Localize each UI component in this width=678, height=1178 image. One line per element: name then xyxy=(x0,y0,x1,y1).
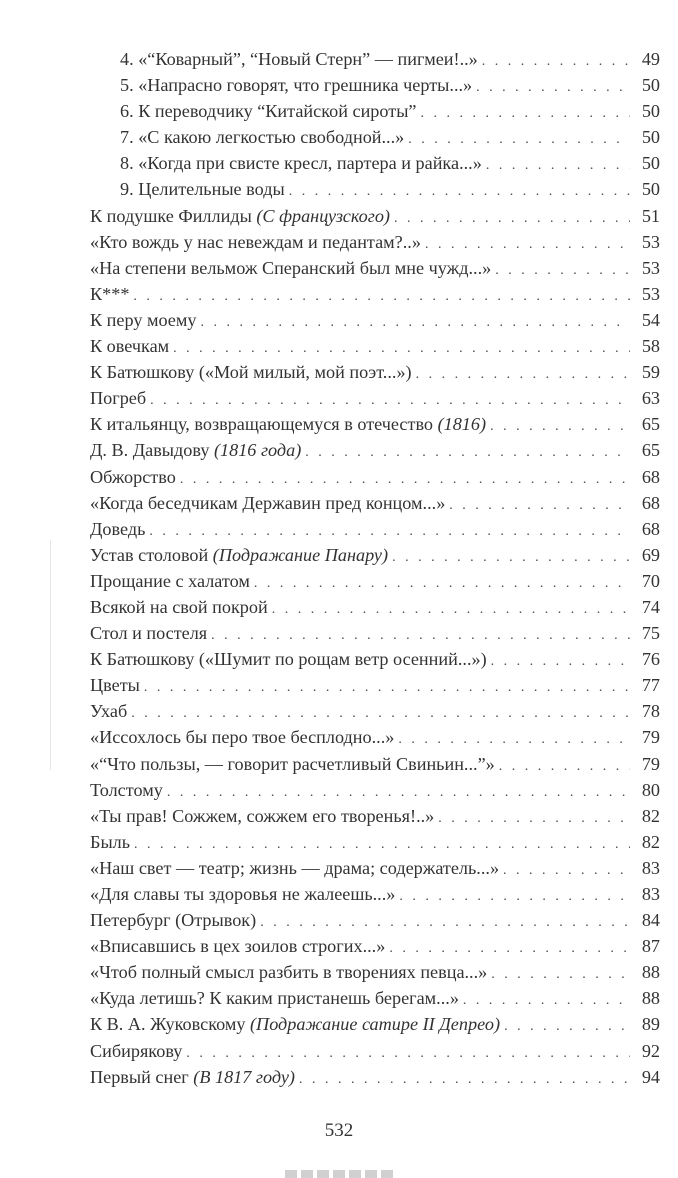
toc-entry-main-text: Всякой на свой покрой xyxy=(90,596,268,617)
toc-entry-title xyxy=(90,333,169,359)
toc-entry xyxy=(90,124,660,150)
toc-entry xyxy=(90,933,660,959)
toc-entry-page: 68 xyxy=(641,518,660,539)
toc-entry xyxy=(90,464,660,490)
toc-entry-title xyxy=(90,881,395,907)
toc-entry xyxy=(90,724,660,750)
toc-entry xyxy=(90,542,660,568)
toc-entry-page: 83 xyxy=(641,884,660,904)
toc-entry-page: 65 xyxy=(641,414,660,435)
toc-entry-page: 77 xyxy=(641,675,660,696)
toc-entry-main-text: К итальянцу, возвращающемуся в отечество xyxy=(90,414,434,435)
toc-entry-page: 88 xyxy=(641,988,660,1009)
toc-entry-page: 82 xyxy=(641,805,660,826)
toc-entry-main-text: «Кто вождь у нас невеждам и педантам?..» xyxy=(90,231,421,252)
toc-entry-main-text: Д. В. Давыдову xyxy=(90,440,210,461)
toc-entry-page: 83 xyxy=(641,857,660,878)
toc-entry-main-text: К подушке Филлиды xyxy=(90,205,252,226)
toc-entry xyxy=(90,777,660,803)
toc-entry xyxy=(90,176,660,202)
toc-entry-page: 53 xyxy=(641,257,660,278)
page-number: 532 xyxy=(324,1120,354,1141)
toc-entry-title xyxy=(120,124,404,150)
toc-entry xyxy=(90,98,660,124)
toc-entry-title xyxy=(120,72,472,98)
toc-entry-main-text: «Куда летишь? К каким пристанешь берегам...» xyxy=(90,988,459,1009)
toc-entry-title xyxy=(90,698,127,724)
toc-entry-page: 68 xyxy=(641,466,660,487)
toc-entry-note: (С французского) xyxy=(256,205,390,226)
toc-entry xyxy=(90,1038,660,1064)
toc-entry-page: 59 xyxy=(641,362,660,383)
toc-entry-main-text: Доведь xyxy=(90,518,146,539)
dot-leader xyxy=(491,962,630,988)
toc-entry-main-text: 9. Целительные воды xyxy=(120,179,285,200)
toc-entry xyxy=(90,646,660,672)
toc-entry-title xyxy=(90,646,487,672)
toc-entry-page: 68 xyxy=(641,492,660,513)
toc-entry xyxy=(90,855,660,881)
toc-entry-title xyxy=(120,150,482,176)
dot-leader xyxy=(254,571,630,597)
toc-entry-main-text: «Когда беседчикам Державин пред концом...» xyxy=(90,492,446,513)
toc-entry-page: 54 xyxy=(641,309,660,330)
dot-leader xyxy=(399,884,630,910)
dot-leader xyxy=(482,49,630,75)
toc-entry-main-text: Цветы xyxy=(90,675,140,696)
toc-entry-page: 50 xyxy=(641,101,660,122)
toc-entry xyxy=(90,203,660,229)
table-of-contents xyxy=(90,46,660,1090)
toc-entry-page: 65 xyxy=(641,440,660,461)
toc-entry-page: 58 xyxy=(641,336,660,357)
toc-entry-page: 50 xyxy=(641,127,660,148)
toc-entry-page: 76 xyxy=(641,649,660,670)
toc-entry-main-text: 5. «Напрасно говорят, что грешника черты...» xyxy=(120,75,473,96)
dot-leader xyxy=(499,754,630,780)
toc-entry-page: 74 xyxy=(641,596,660,617)
toc-entry-title xyxy=(90,594,268,620)
toc-entry-title xyxy=(90,933,385,959)
toc-entry-page: 94 xyxy=(641,1066,660,1087)
toc-entry xyxy=(90,333,660,359)
toc-entry xyxy=(90,281,660,307)
dot-leader xyxy=(503,858,630,884)
dot-leader xyxy=(438,806,630,832)
toc-entry-title xyxy=(90,751,495,777)
toc-entry-title xyxy=(90,672,140,698)
dot-leader xyxy=(133,284,630,310)
dot-leader xyxy=(394,206,630,232)
toc-entry xyxy=(90,150,660,176)
toc-entry-main-text: Первый снег xyxy=(90,1066,189,1087)
dot-leader xyxy=(305,440,630,466)
toc-entry-title xyxy=(90,464,176,490)
toc-entry-main-text: «На степени вельмож Сперанский был мне чужд...» xyxy=(90,257,492,278)
toc-entry-title xyxy=(90,255,491,281)
dot-leader xyxy=(272,597,630,623)
toc-entry-title xyxy=(90,1011,500,1037)
toc-entry xyxy=(90,698,660,724)
toc-entry xyxy=(90,829,660,855)
toc-entry-page: 84 xyxy=(641,910,660,931)
toc-entry xyxy=(90,803,660,829)
toc-entry-note: (В 1817 году) xyxy=(193,1066,295,1087)
toc-entry-title xyxy=(120,46,478,72)
toc-entry-page: 89 xyxy=(641,1014,660,1035)
dot-leader xyxy=(495,258,630,284)
toc-entry-title xyxy=(90,959,487,985)
toc-entry-note: (1816 года) xyxy=(213,440,302,461)
toc-entry-main-text: К Батюшкову («Мой милый, мой поэт...») xyxy=(90,362,412,383)
toc-entry xyxy=(90,359,660,385)
toc-entry-main-text: Толстому xyxy=(90,779,163,800)
toc-entry-title xyxy=(90,568,250,594)
toc-entry-title xyxy=(90,1064,295,1090)
toc-entry-main-text: К*** xyxy=(90,283,130,304)
toc-entry-main-text: «Для славы ты здоровья не жалеешь...» xyxy=(90,884,396,904)
toc-entry-page: 92 xyxy=(641,1040,660,1061)
toc-entry xyxy=(90,46,660,72)
toc-entry-page: 79 xyxy=(641,727,660,748)
toc-entry-page: 53 xyxy=(641,231,660,252)
toc-entry-main-text: Погреб xyxy=(90,388,147,409)
toc-entry-main-text: Петербург (Отрывок) xyxy=(90,910,257,931)
toc-entry xyxy=(90,411,660,437)
dot-leader xyxy=(486,153,630,179)
toc-entry-main-text: 8. «Когда при свисте кресл, партера и райка...» xyxy=(120,153,482,174)
toc-entry xyxy=(90,620,660,646)
toc-entry-main-text: Сибирякову xyxy=(90,1040,183,1061)
toc-entry xyxy=(90,1064,660,1090)
toc-entry-title xyxy=(90,777,163,803)
toc-entry-page: 50 xyxy=(641,179,660,200)
dot-leader xyxy=(416,362,630,388)
toc-entry-title xyxy=(90,203,390,229)
toc-entry-main-text: Быль xyxy=(90,831,131,852)
margin-mark xyxy=(50,540,51,770)
toc-entry-title xyxy=(120,176,285,202)
toc-entry-main-text: «Иссохлось бы перо твое бесплодно...» xyxy=(90,727,395,748)
toc-entry-title xyxy=(90,1038,182,1064)
toc-entry xyxy=(90,385,660,411)
toc-entry-title xyxy=(90,281,129,307)
toc-entry-page: 82 xyxy=(641,831,660,852)
toc-entry-page: 69 xyxy=(641,544,660,565)
toc-entry-main-text: Стол и постеля xyxy=(90,623,208,644)
toc-entry-page: 79 xyxy=(641,753,660,774)
toc-entry xyxy=(90,255,660,281)
toc-entry-main-text: Прощание с халатом xyxy=(90,570,250,591)
toc-entry-main-text: К Батюшкову («Шумит по рощам ветр осенний...») xyxy=(90,649,487,670)
toc-entry-page: 75 xyxy=(641,623,660,644)
dot-leader xyxy=(200,310,630,336)
toc-entry-main-text: Устав столовой xyxy=(90,544,209,565)
toc-entry-main-text: К В. А. Жуковскому xyxy=(90,1014,246,1035)
toc-entry xyxy=(90,881,660,907)
toc-entry-title xyxy=(90,385,146,411)
toc-entry xyxy=(90,229,660,255)
toc-entry-title xyxy=(90,542,388,568)
toc-entry-page: 49 xyxy=(641,49,660,69)
dot-leader xyxy=(490,414,630,440)
toc-entry-note: (Подражание сатире II Депрео) xyxy=(250,1014,501,1035)
toc-entry-main-text: К овечкам xyxy=(90,336,170,357)
toc-entry xyxy=(90,1011,660,1037)
toc-entry-main-text: «“Что пользы, — говорит расчетливый Свиньин...”» xyxy=(90,753,495,774)
toc-entry-page: 80 xyxy=(641,779,660,800)
toc-entry-main-text: «Чтоб полный смысл разбить в творениях певца...» xyxy=(90,962,488,983)
toc-entry-title xyxy=(90,229,421,255)
toc-entry-main-text: 6. К переводчику “Китайской сироты” xyxy=(120,101,417,122)
toc-entry-title xyxy=(90,620,207,646)
toc-entry-main-text: «Вписавшись в цех зоилов строгих...» xyxy=(90,936,386,957)
dot-leader xyxy=(299,1067,630,1093)
dot-leader xyxy=(392,545,630,571)
toc-entry-note: (1816) xyxy=(437,414,487,435)
toc-entry-title xyxy=(90,411,486,437)
toc-entry-main-text: «Наш свет — театр; жизнь — драма; содержатель...» xyxy=(90,857,500,878)
toc-entry-title xyxy=(90,307,196,333)
toc-entry-page: 50 xyxy=(641,153,660,174)
toc-entry-title xyxy=(90,985,459,1011)
toc-entry-title xyxy=(90,359,412,385)
dot-leader xyxy=(449,493,630,519)
scan-edge-artifact xyxy=(285,1170,395,1178)
toc-entry-title xyxy=(90,907,256,933)
toc-entry-main-text: К перу моему xyxy=(90,309,197,330)
toc-entry xyxy=(90,594,660,620)
dot-leader xyxy=(491,649,630,675)
toc-entry xyxy=(90,307,660,333)
toc-entry-title xyxy=(90,724,394,750)
toc-entry-main-text: 4. «“Коварный”, “Новый Стерн” — пигмеи!..» xyxy=(120,49,478,69)
toc-entry-title xyxy=(90,829,130,855)
toc-entry-title xyxy=(90,437,301,463)
toc-entry xyxy=(90,516,660,542)
toc-entry-title xyxy=(90,490,445,516)
toc-entry-title xyxy=(120,98,417,124)
toc-entry xyxy=(90,437,660,463)
toc-entry xyxy=(90,490,660,516)
toc-entry-page: 88 xyxy=(641,962,660,983)
toc-entry-page: 63 xyxy=(641,388,660,409)
toc-entry-main-text: 7. «С какою легкостью свободной...» xyxy=(120,127,405,148)
toc-entry-page: 70 xyxy=(641,570,660,591)
toc-entry-main-text: «Ты прав! Сожжем, сожжем его творенья!..» xyxy=(90,805,435,826)
toc-entry xyxy=(90,751,660,777)
toc-entry-note: (Подражание Панару) xyxy=(212,544,389,565)
toc-entry-page: 87 xyxy=(641,936,660,957)
toc-entry xyxy=(90,568,660,594)
toc-entry-title xyxy=(90,803,434,829)
toc-entry-page: 50 xyxy=(641,75,660,96)
toc-entry-title xyxy=(90,516,145,542)
dot-leader xyxy=(476,75,630,101)
dot-leader xyxy=(504,1014,630,1040)
toc-entry-main-text: Ухаб xyxy=(90,701,128,722)
toc-entry-page: 78 xyxy=(641,701,660,722)
dot-leader xyxy=(144,675,630,701)
toc-entry xyxy=(90,72,660,98)
toc-entry-title xyxy=(90,855,499,881)
toc-entry-page: 53 xyxy=(641,283,660,304)
toc-entry xyxy=(90,907,660,933)
toc-entry xyxy=(90,959,660,985)
toc-entry xyxy=(90,672,660,698)
dot-leader xyxy=(421,101,631,127)
toc-entry-main-text: Обжорство xyxy=(90,466,176,487)
toc-entry-page: 51 xyxy=(641,205,660,226)
toc-entry xyxy=(90,985,660,1011)
